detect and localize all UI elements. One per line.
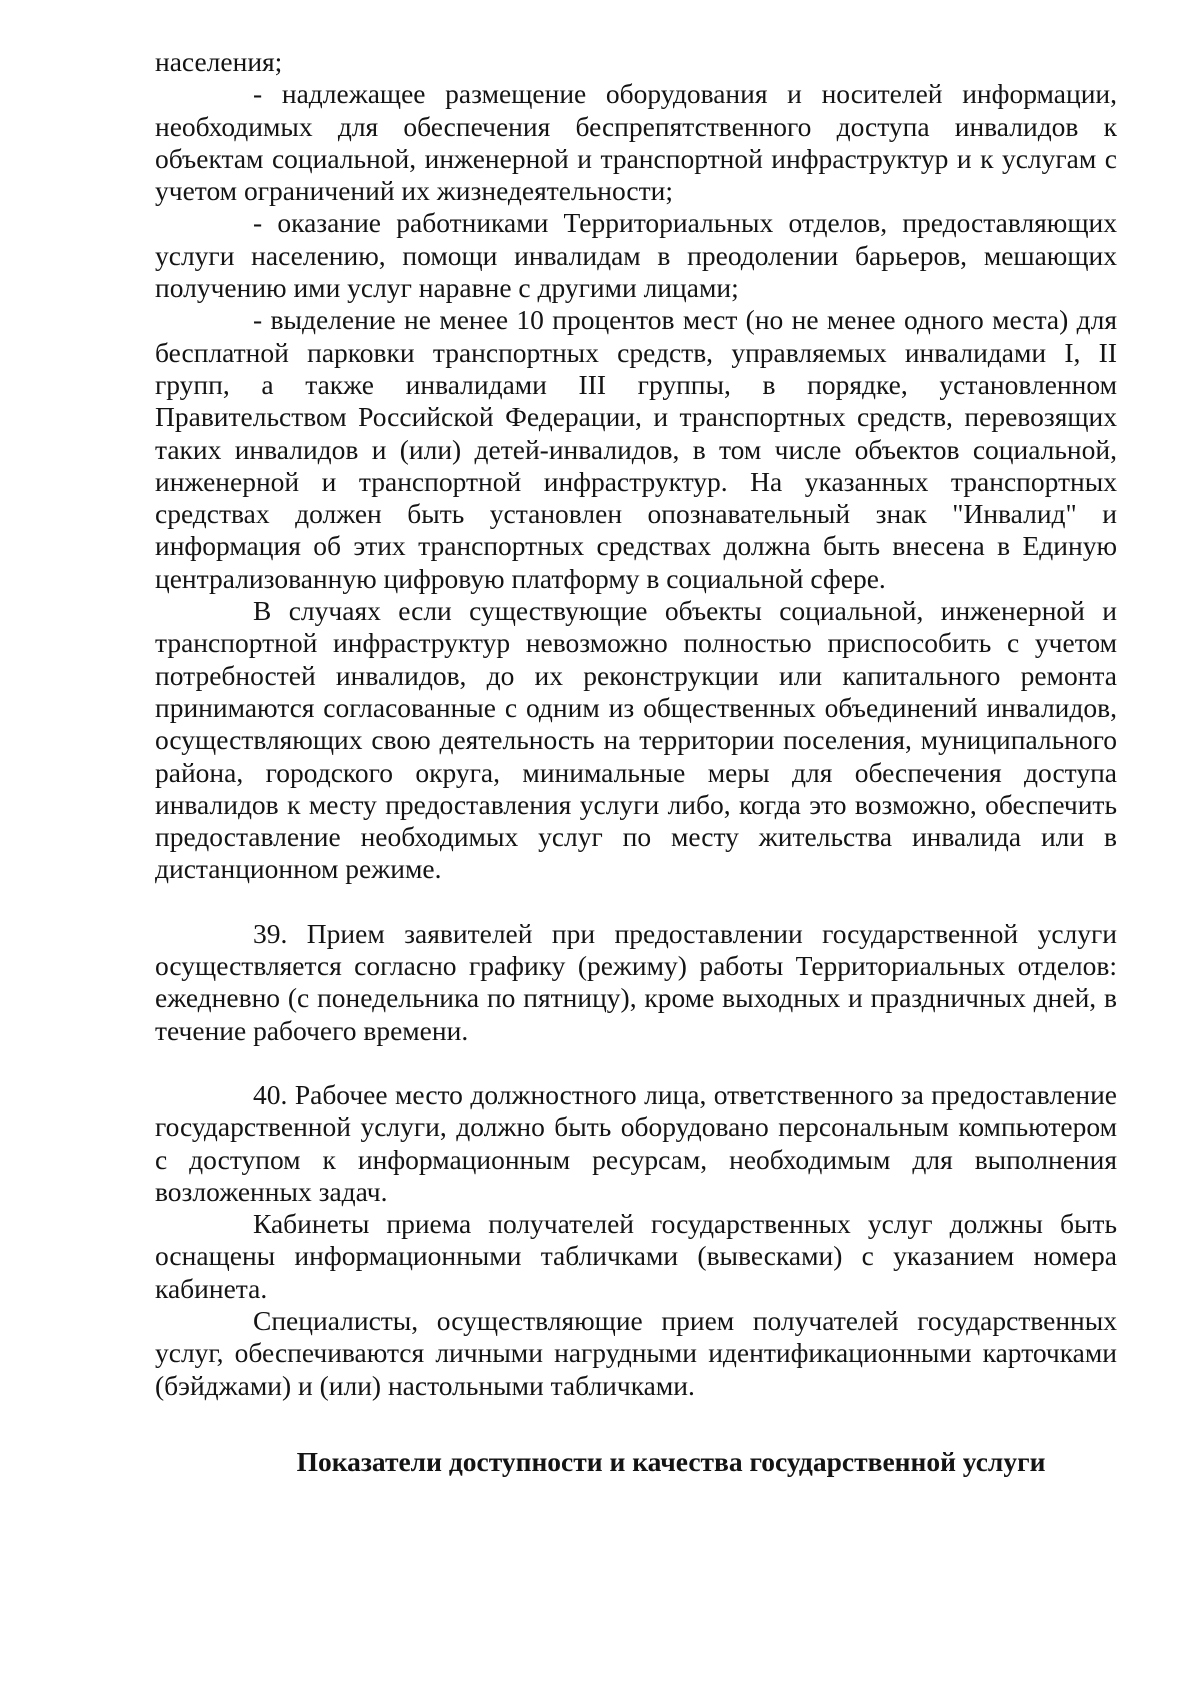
paragraph-40: 40. Рабочее место должностного лица, ответственного за предоставление государственной услуги, должно быть оборудовано персональным компьютером с доступом к информационным ресурсам, необходимым для выполнения возложенных задач. <box>155 1078 1117 1207</box>
paragraph-39: 39. Прием заявителей при предоставлении государственной услуги осуществляется согласно графику (режиму) работы Территориальных отделов: ежедневно (с понедельника по пятницу), кроме выходных и праздничных дней, в течение рабочего времени. <box>155 917 1117 1046</box>
section-heading: Показатели доступности и качества государственной услуги <box>296 1445 1046 1477</box>
paragraph-parking: - выделение не менее 10 процентов мест (но не менее одного места) для бесплатной парковки транспортных средств, управляемых инвалидами I, II групп, а также инвалидами III группы, в порядке, установленном Правительством Российской Федерации, и транспортных средств, перевозящих таких инвалидов и (или) детей-инвалидов, в том числе объектов социальной, инженерной и транспортной инфраструктур. На указанных транспортных средствах должен быть установлен опознавательный знак "Инвалид" и информация об этих транспортных средствах должна быть внесена в Единую централизованную цифровую платформу в социальной сфере. <box>155 304 1117 594</box>
paragraph-staff-assistance: - оказание работниками Территориальных отделов, предоставляющих услуги населению, помощи инвалидам в преодолении барьеров, мешающих получению ими услуг наравне с другими лицами; <box>155 207 1117 304</box>
paragraph-specialists: Специалисты, осуществляющие прием получателей государственных услуг, обеспечиваются личными нагрудными идентификационными карточками (бэйджами) и (или) настольными табличками. <box>155 1304 1117 1401</box>
paragraph-equipment-placement: - надлежащее размещение оборудования и носителей информации, необходимых для обеспечения беспрепятственного доступа инвалидов к объектам социальной, инженерной и транспортной инфраструктур и к услугам с учетом ограничений их жизнедеятельности; <box>155 78 1117 207</box>
paragraph-continuation: населения; <box>155 46 283 77</box>
paragraph-cabinets: Кабинеты приема получателей государственных услуг должны быть оснащены информационными табличками (вывесками) с указанием номера кабинета. <box>155 1208 1117 1304</box>
document-body <box>155 46 1117 1478</box>
paragraph-infrastructure-cases: В случаях если существующие объекты социальной, инженерной и транспортной инфраструктур невозможно полностью приспособить с учетом потребностей инвалидов, до их реконструкции или капитального ремонта принимаются согласованные с одним из общественных объединений инвалидов, осуществляющих свою деятельность на территории поселения, муниципального района, городского округа, минимальные меры для обеспечения доступа инвалидов к месту предоставления услуги либо, когда это возможно, обеспечить предоставление необходимых услуг по месту жительства инвалида или в дистанционном режиме. <box>155 595 1117 885</box>
